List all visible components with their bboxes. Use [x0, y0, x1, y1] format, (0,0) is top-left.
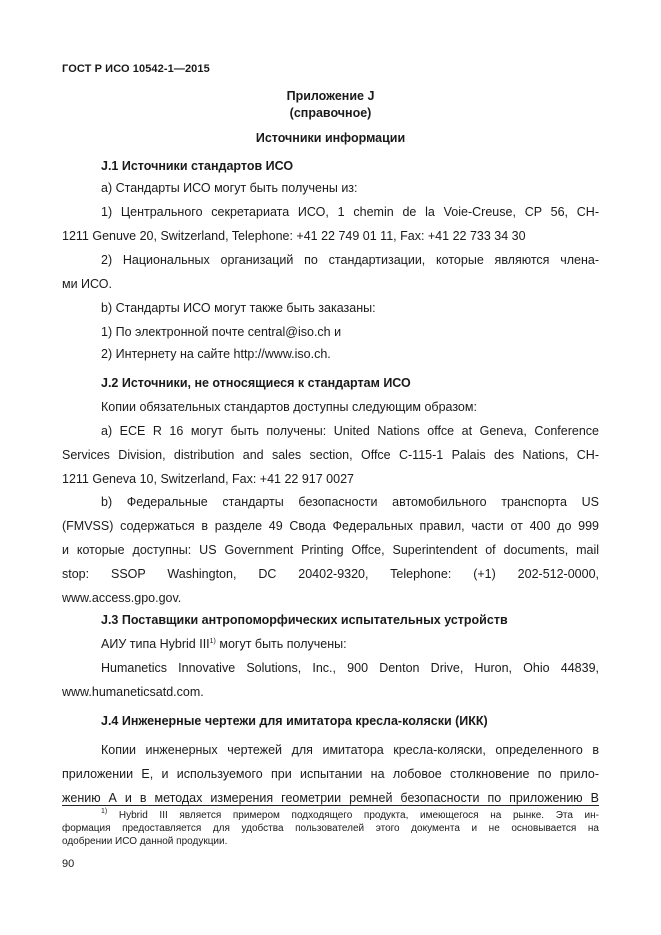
text-line: Копии инженерных чертежей для имитатора кресла-коляски, определенного в	[101, 743, 599, 757]
section-j3-intro	[101, 632, 599, 656]
footnote-ref: 1)	[209, 638, 216, 645]
text-fragment: АИУ типа Hybrid III	[101, 637, 210, 651]
section-j3-heading: J.3 Поставщики антропоморфических испытательных устройств	[101, 613, 508, 627]
section-j1-heading: J.1 Источники стандартов ИСО	[101, 159, 294, 173]
text-line: ми ИСО.	[62, 277, 112, 291]
section-j2-heading: J.2 Источники, не относящиеся к стандартам ИСО	[101, 376, 411, 390]
text-line: Services Division, distribution and sales section, Offce C-115-1 Palais des Nations, CH-	[62, 448, 599, 462]
section-j4-heading: J.4 Инженерные чертежи для имитатора кресла-коляски (ИКК)	[101, 714, 488, 728]
text-line: 1211 Genuve 20, Switzerland, Telephone: +41 22 749 01 11, Fax: +41 22 733 34 30	[62, 229, 526, 243]
section-j2-intro: Копии обязательных стандартов доступны следующим образом:	[101, 400, 477, 414]
text-line: stop: SSOP Washington, DC 20402-9320, Telephone: (+1) 202-512-0000,	[62, 567, 599, 581]
text-line: а) ECE R 16 могут быть получены: United Nations offce at Geneva, Conference	[101, 424, 599, 438]
page-number: 90	[62, 858, 75, 870]
text-line: и которые доступны: US Government Printing Offce, Superintendent of documents, mail	[62, 543, 599, 557]
footnote	[62, 809, 599, 848]
text-line: 2) Национальных организаций по стандартизации, которые являются члена-	[101, 253, 599, 267]
section-j4-text	[62, 738, 599, 810]
text-line: 1211 Geneva 10, Switzerland, Fax: +41 22 917 0027	[62, 472, 354, 486]
appendix-title: Приложение J	[286, 89, 375, 103]
text-fragment: могут быть получены:	[215, 637, 347, 651]
text-line: формация предоставляется для удобства пользователей этого документа и не основывается на	[62, 823, 599, 834]
section-j1-item-b1: 1) По электронной почте central@iso.ch и	[101, 325, 342, 339]
section-j1-item-a: а) Стандарты ИСО могут быть получены из:	[101, 181, 358, 195]
appendix-heading: Источники информации	[255, 131, 406, 145]
text-line: 1) Центрального секретариата ИСО, 1 chemin de la Voie-Creuse, CP 56, CH-	[101, 205, 599, 219]
section-j1-item-b: b) Стандарты ИСО могут также быть заказаны:	[101, 301, 376, 315]
text-line	[62, 809, 599, 822]
section-j1-item-b2: 2) Интернету на сайте http://www.iso.ch.	[101, 347, 331, 361]
section-j3-address	[62, 656, 599, 704]
document-code-header: ГОСТ Р ИСО 10542-1—2015	[62, 63, 210, 75]
footnote-divider	[62, 805, 599, 806]
text-line: Humanetics Innovative Solutions, Inc., 900 Denton Drive, Huron, Ohio 44839,	[101, 661, 599, 675]
section-j2-item-b	[62, 490, 599, 610]
section-j1-item-2	[62, 248, 599, 296]
text-line: b) Федеральные стандарты безопасности автомобильного транспорта US	[101, 495, 599, 509]
text-line: www.humaneticsatd.com.	[62, 685, 204, 699]
section-j1-item-1	[62, 200, 599, 248]
text-line: приложении Е, и используемого при испытании на лобовое столкновение по прило-	[62, 767, 599, 781]
text-fragment: Hybrid III является примером подходящего продукта, имеющегося на рынке. Эта ин-	[107, 810, 599, 821]
text-line: www.access.gpo.gov.	[62, 591, 182, 605]
section-j2-item-a	[62, 419, 599, 491]
text-line: (FMVSS) содержаться в разделе 49 Свода Федеральных правил, части от 400 до 999	[62, 519, 599, 533]
appendix-subtitle: (справочное)	[289, 106, 372, 120]
text-line: жению А и в методах измерения геометрии ремней безопасности по приложению В	[62, 791, 599, 805]
footnote-mark: 1)	[101, 808, 108, 815]
text-line: одобрении ИСО данной продукции.	[62, 836, 228, 847]
